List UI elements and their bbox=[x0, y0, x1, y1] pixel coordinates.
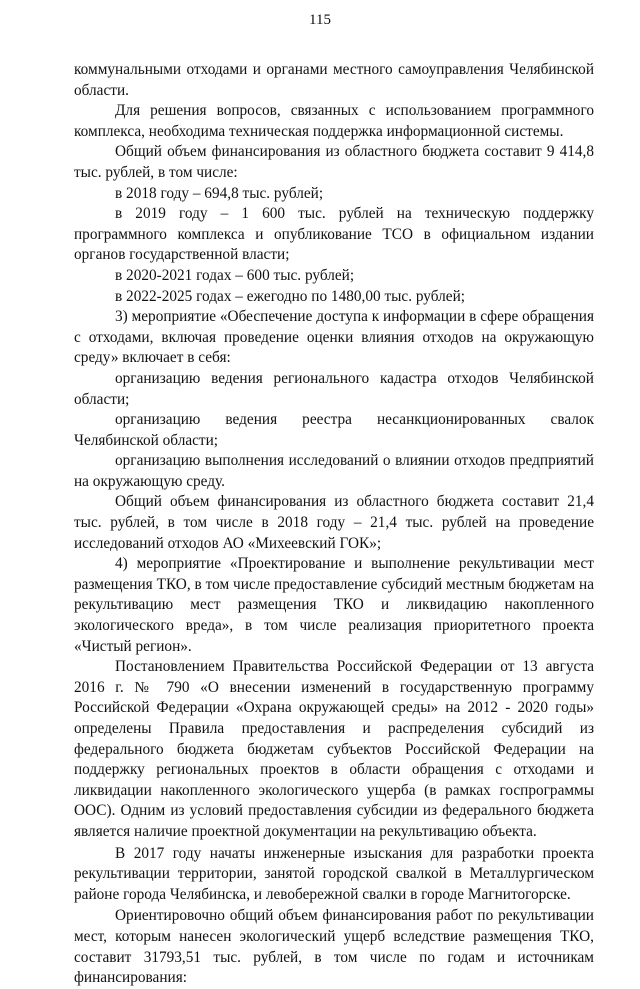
paragraph: Постановлением Правительства Российской Федерации от 13 августа 2016 г. № 790 «О внесении изменений в государственную программу Российской Федерации «Охрана окружающей среды» на 2012 - 2020 годы» определены Правила предоставления и распределения субсидий из федерального бюджета бюджетам субъектов Российской Федерации на поддержку региональных проектов в области обращения с отходами и ликвидации накопленного экологического ущерба (в рамках госпрограммы ООС). Одним из условий предоставления субсидии из федерального бюджета является наличие проектной документации на рекультивацию объекта. bbox=[74, 658, 594, 840]
list-item: в 2018 году – 694,8 тыс. рублей; bbox=[115, 184, 324, 202]
paragraph: коммунальными отходами и органами местного самоуправления Челябинской области. bbox=[74, 61, 594, 99]
paragraph: 3) мероприятие «Обеспечение доступа к информации в сфере обращения с отходами, включая проведение оценки влияния отходов на окружающую среду» включает в себя: bbox=[74, 308, 594, 367]
paragraph: Ориентировочно общий объем финансирования работ по рекультивации мест, которым нанесен экологический ущерб вследствие размещения ТКО, составит 31793,51 тыс. рублей, в том числе по годам и источникам финансирования: bbox=[74, 907, 594, 987]
page-number: 115 bbox=[309, 12, 331, 28]
list-item: организацию ведения реестра несанкционированных свалок Челябинской области; bbox=[74, 411, 594, 449]
document-body bbox=[74, 60, 594, 989]
paragraph: Общий объем финансирования из областного бюджета составит 9 414,8 тыс. рублей, в том числе: bbox=[74, 143, 594, 181]
paragraph: В 2017 году начаты инженерные изыскания для разработки проекта рекультивации территории, занятой городской свалкой в Металлургическом районе города Челябинска, и левобережной свалки в городе Магнитогорске. bbox=[74, 844, 594, 903]
paragraph: 4) мероприятие «Проектирование и выполнение рекультивации мест размещения ТКО, в том числе предоставление субсидий местным бюджетам на рекультивацию мест размещения ТКО и ликвидацию накопленного экологического вреда», в том числе реализация приоритетного проекта «Чистый регион». bbox=[74, 555, 594, 655]
list-item: организацию выполнения исследований о влиянии отходов предприятий на окружающую среду. bbox=[74, 452, 594, 490]
list-item: организацию ведения регионального кадастра отходов Челябинской области; bbox=[74, 369, 594, 408]
paragraph: Общий объем финансирования из областного бюджета составит 21,4 тыс. рублей, в том числе в 2018 году – 21,4 тыс. рублей на проведение исследований отходов АО «Михеевский ГОК»; bbox=[74, 493, 594, 552]
list-item: в 2020-2021 годах – 600 тыс. рублей; bbox=[115, 266, 355, 284]
list-item: в 2019 году – 1 600 тыс. рублей на техническую поддержку программного комплекса и опубликование ТСО в официальном издании органов государственной власти; bbox=[74, 205, 594, 264]
list-item: в 2022-2025 годах – ежегодно по 1480,00 тыс. рублей; bbox=[115, 287, 466, 305]
paragraph: Для решения вопросов, связанных с использованием программного комплекса, необходима техническая поддержка информационной системы. bbox=[74, 102, 594, 140]
